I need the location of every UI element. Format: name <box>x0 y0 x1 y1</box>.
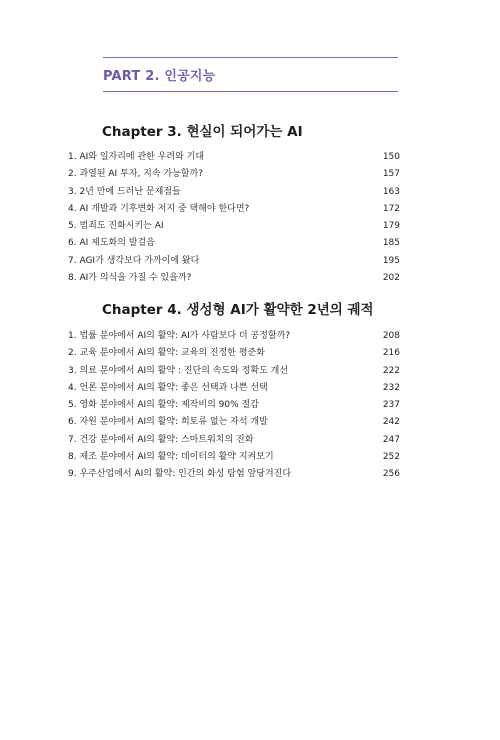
toc-entry <box>68 235 400 252</box>
toc-entry <box>68 253 400 270</box>
part-top-rule <box>103 57 398 58</box>
toc-entry <box>68 397 400 414</box>
toc-entry <box>68 432 400 449</box>
toc-entry-title: 3. 의료 분야에서 AI의 활약 : 진단의 속도와 정확도 개선 <box>68 365 289 376</box>
toc-entry <box>68 363 400 380</box>
toc-entry-page: 247 <box>382 434 400 445</box>
toc-entry-title: 7. AGI가 생각보다 가까이에 왔다 <box>68 255 200 266</box>
toc-entry-title: 1. AI와 일자리에 관한 우려와 기대 <box>68 152 205 162</box>
toc-list <box>68 149 400 287</box>
toc-entry-page: 242 <box>382 417 400 428</box>
toc-entry-page: 252 <box>382 452 400 463</box>
toc-entry-page: 163 <box>382 186 400 197</box>
toc-entry <box>68 466 400 483</box>
toc-entry-page: 157 <box>382 169 400 180</box>
toc-entry <box>68 345 400 362</box>
toc-entry-page: 195 <box>382 255 400 266</box>
toc-entry-title: 3. 2년 만에 드러난 문제점들 <box>68 186 181 197</box>
toc-entry-page: 232 <box>382 382 400 393</box>
part-title: PART 2. 인공지능 <box>103 69 216 84</box>
toc-entry <box>68 184 400 201</box>
toc-entry <box>68 328 400 345</box>
toc-list <box>68 328 400 484</box>
toc-entry-page: 185 <box>382 238 400 249</box>
toc-entry-page: 150 <box>382 152 400 162</box>
toc-entry-title: 9. 우주산업에서 AI의 활약: 인간의 화성 탐험 앞당겨진다 <box>68 469 292 480</box>
chapter-title: Chapter 3. 현실이 되어가는 AI <box>102 124 303 140</box>
part-bottom-rule <box>103 91 398 92</box>
toc-entry-title: 8. AI가 의식을 가질 수 있을까? <box>68 273 192 284</box>
toc-entry-page: 216 <box>382 348 400 359</box>
toc-entry <box>68 149 400 166</box>
toc-entry-title: 5. 영화 분야에서 AI의 활약: 제작비의 90% 절감 <box>68 400 259 411</box>
toc-entry <box>68 218 400 235</box>
toc-entry-page: 172 <box>382 203 400 214</box>
toc-entry-page: 256 <box>382 469 400 480</box>
toc-entry-title: 7. 건강 분야에서 AI의 활약: 스마트워치의 진화 <box>68 434 254 445</box>
toc-entry <box>68 166 400 183</box>
toc-entry-title: 4. 언론 분야에서 AI의 활약: 좋은 선택과 나쁜 선택 <box>68 382 268 393</box>
toc-entry-page: 202 <box>382 273 400 284</box>
toc-entry-title: 6. AI 제도화의 발걸음 <box>68 238 155 249</box>
toc-entry <box>68 201 400 218</box>
toc-entry-title: 4. AI 개발과 기후변화 저지 중 택해야 한다면? <box>68 203 250 214</box>
toc-entry <box>68 270 400 287</box>
toc-entry-page: 179 <box>382 221 400 232</box>
toc-entry-title: 2. 과열된 AI 투자, 지속 가능할까? <box>68 169 203 180</box>
toc-entry-page: 208 <box>382 331 400 341</box>
toc-entry-title: 8. 제조 분야에서 AI의 활약: 데이터의 활약 지켜보기 <box>68 452 274 463</box>
toc-entry-title: 2. 교육 분야에서 AI의 활약: 교육의 진정한 평준화 <box>68 348 265 359</box>
toc-entry-page: 237 <box>382 400 400 411</box>
toc-entry-title: 5. 범죄도 진화시키는 AI <box>68 221 164 232</box>
toc-entry <box>68 414 400 431</box>
toc-entry-title: 1. 법률 분야에서 AI의 활약: AI가 사람보다 더 공정할까? <box>68 331 291 341</box>
toc-entry <box>68 380 400 397</box>
chapter-title: Chapter 4. 생성형 AI가 활약한 2년의 궤적 <box>102 302 374 318</box>
toc-entry-title: 6. 자원 분야에서 AI의 활약: 희토류 없는 자석 개발 <box>68 417 268 428</box>
toc-entry <box>68 449 400 466</box>
toc-entry-page: 222 <box>382 365 400 376</box>
